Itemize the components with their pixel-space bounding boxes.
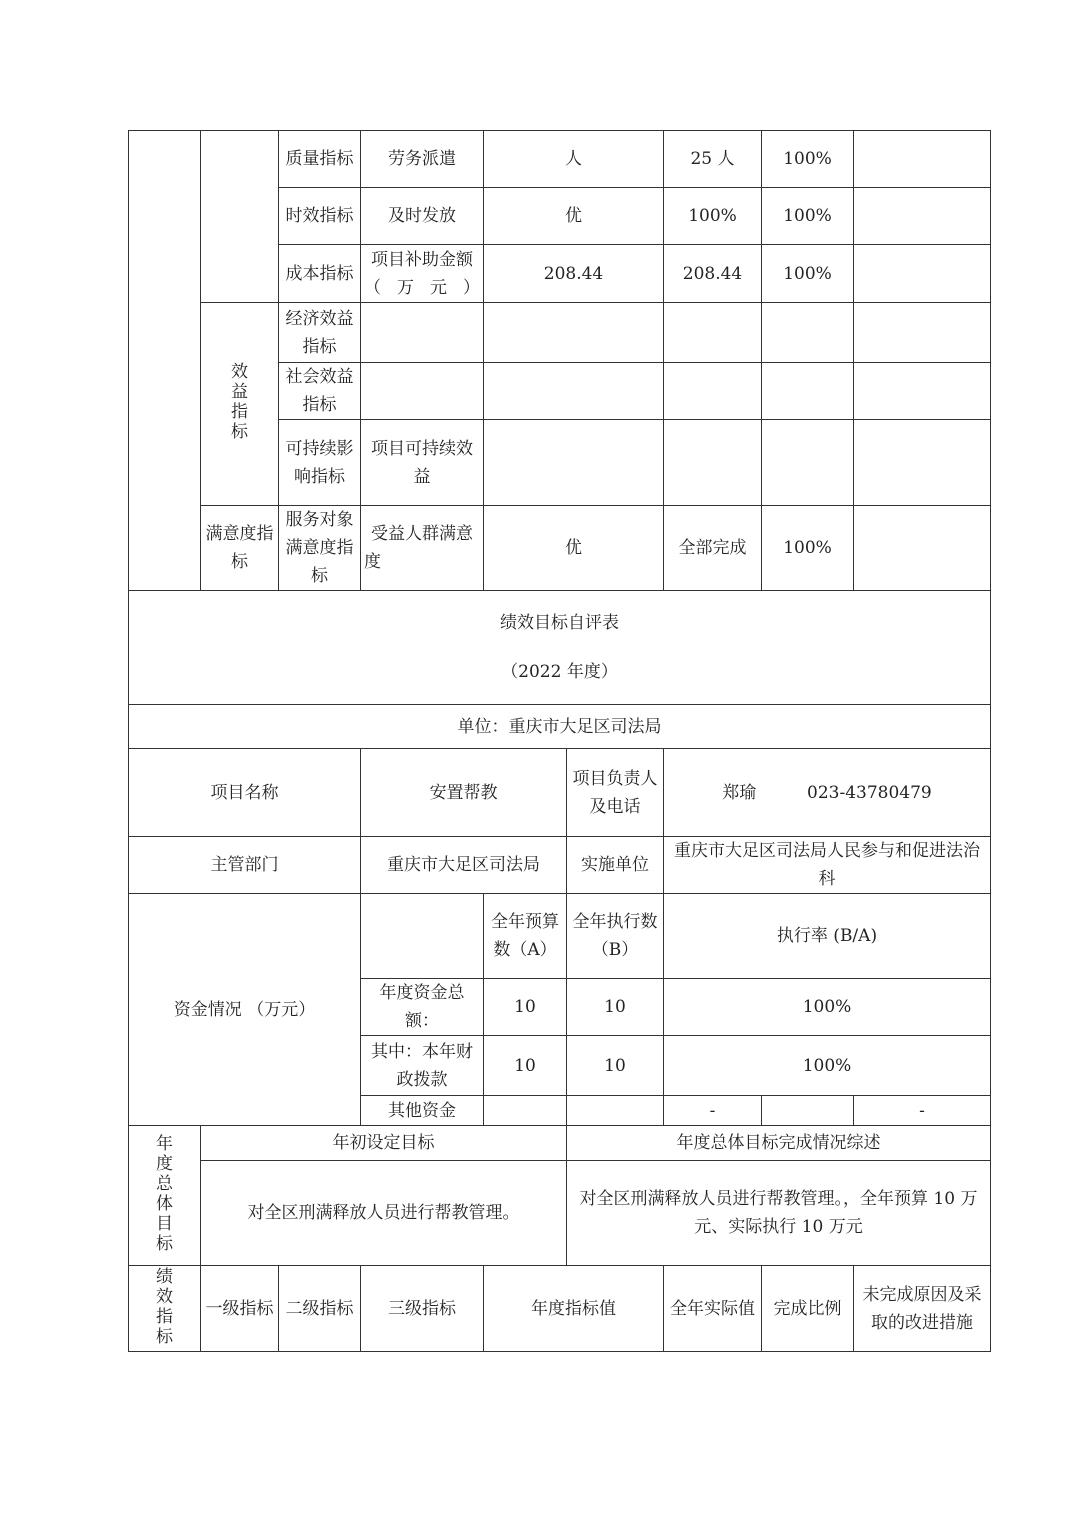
blank-cell — [361, 894, 484, 979]
initial-goal-text: 对全区刑满释放人员进行帮教管理。 — [201, 1161, 567, 1266]
funds-budget: 10 — [484, 1036, 567, 1096]
project-name: 安置帮教 — [361, 749, 567, 837]
level2-cell: 时效指标 — [279, 188, 361, 245]
level2-header: 二级指标 — [279, 1266, 361, 1352]
actual-cell: 208.44 — [664, 245, 762, 303]
level1-cell: 满意度指标 — [201, 506, 279, 591]
table-row — [129, 705, 991, 749]
funds-label: 资金情况 （万元） — [129, 894, 361, 1126]
blank-cell — [762, 420, 854, 506]
table-row — [129, 506, 991, 591]
summary-header: 年度总体目标完成情况综述 — [567, 1126, 991, 1161]
col-rate-header: 执行率 (B/A) — [664, 894, 991, 979]
indicator-group-cell: 绩效指标 — [129, 1266, 201, 1352]
level3-header: 三级指标 — [361, 1266, 484, 1352]
impl-unit: 重庆市大足区司法局人民参与和促进法治科 — [664, 837, 991, 894]
level3-cell: 项目可持续效益 — [361, 420, 484, 506]
actual-cell: 全部完成 — [664, 506, 762, 591]
summary-text: 对全区刑满释放人员进行帮教管理。，全年预算 10 万元、实际执行 10 万元 — [567, 1161, 991, 1266]
project-name-label: 项目名称 — [129, 749, 361, 837]
funds-exec: 10 — [567, 1036, 664, 1096]
note-cell — [854, 506, 991, 591]
target-cell: 人 — [484, 131, 664, 188]
col-exec-header: 全年执行数（B） — [567, 894, 664, 979]
blank-cell — [854, 420, 991, 506]
impl-label: 实施单位 — [567, 837, 664, 894]
target-cell: 优 — [484, 188, 664, 245]
funds-rate: 100% — [664, 979, 991, 1036]
initial-goal-header: 年初设定目标 — [201, 1126, 567, 1161]
blank-cell — [762, 303, 854, 363]
table-row — [129, 1126, 991, 1161]
table-row — [129, 303, 991, 363]
contact-label: 项目负责人及电话 — [567, 749, 664, 837]
contact-phone: 023-43780479 — [807, 782, 932, 803]
note-cell — [854, 245, 991, 303]
blank-cell — [484, 303, 664, 363]
blank-cell — [664, 420, 762, 506]
table-row — [129, 837, 991, 894]
blank-cell — [664, 303, 762, 363]
ratio-cell: 100% — [762, 245, 854, 303]
level2-cell: 可持续影响指标 — [279, 420, 361, 506]
level3-cell: 受益人群满意度 — [361, 506, 484, 591]
contact-cell — [664, 749, 991, 837]
target-cell: 208.44 — [484, 245, 664, 303]
reason-header: 未完成原因及采取的改进措施 — [854, 1266, 991, 1352]
level2-cell: 成本指标 — [279, 245, 361, 303]
table-row — [129, 749, 991, 837]
table-row — [129, 131, 991, 188]
actual-header: 全年实际值 — [664, 1266, 762, 1352]
level2-cell: 社会效益指标 — [279, 363, 361, 420]
performance-table — [128, 130, 991, 1352]
funds-row-label: 年度资金总额： — [361, 979, 484, 1036]
level2-cell: 服务对象满意度指标 — [279, 506, 361, 591]
level3-cell — [361, 363, 484, 420]
funds-row-label: 其中：本年财政拨款 — [361, 1036, 484, 1096]
dept-value: 重庆市大足区司法局 — [361, 837, 567, 894]
funds-exec: 10 — [567, 979, 664, 1036]
ratio-cell: 100% — [762, 506, 854, 591]
page-title: 绩效目标自评表 — [500, 613, 619, 633]
blank-cell — [129, 131, 201, 591]
funds-budget: 10 — [484, 979, 567, 1036]
year-subtitle: （2022 年度） — [501, 662, 618, 682]
actual-cell: 100% — [664, 188, 762, 245]
col-budget-header: 全年预算数（A） — [484, 894, 567, 979]
blank-cell — [201, 131, 279, 303]
funds-rate: - — [664, 1096, 762, 1126]
level1-header: 一级指标 — [201, 1266, 279, 1352]
blank-cell — [762, 363, 854, 420]
level3-cell: 劳务派遣 — [361, 131, 484, 188]
funds-rate — [762, 1096, 854, 1126]
blank-cell — [484, 363, 664, 420]
goal-group-cell: 年度总体目标 — [129, 1126, 201, 1266]
dept-label: 主管部门 — [129, 837, 361, 894]
funds-rate: - — [854, 1096, 991, 1126]
ratio-cell: 100% — [762, 188, 854, 245]
blank-cell — [484, 420, 664, 506]
unit-label: 单位：重庆市大足区司法局 — [129, 705, 991, 749]
level3-cell — [361, 303, 484, 363]
table-row — [129, 894, 991, 979]
ratio-cell: 100% — [762, 131, 854, 188]
title-cell — [129, 591, 991, 705]
funds-rate: 100% — [664, 1036, 991, 1096]
table-row — [129, 1161, 991, 1266]
target-cell: 优 — [484, 506, 664, 591]
table-row — [129, 591, 991, 705]
contact-name: 郑瑜 — [722, 782, 757, 803]
blank-cell — [664, 363, 762, 420]
level3-cell: 及时发放 — [361, 188, 484, 245]
note-cell — [854, 188, 991, 245]
blank-cell — [854, 363, 991, 420]
benefit-group-cell: 效益指标 — [201, 303, 279, 506]
funds-budget — [484, 1096, 567, 1126]
actual-cell: 25 人 — [664, 131, 762, 188]
note-cell — [854, 131, 991, 188]
level2-cell: 质量指标 — [279, 131, 361, 188]
blank-cell — [854, 303, 991, 363]
table-row — [129, 1266, 991, 1352]
funds-row-label: 其他资金 — [361, 1096, 484, 1126]
funds-exec — [567, 1096, 664, 1126]
target-header: 年度指标值 — [484, 1266, 664, 1352]
ratio-header: 完成比例 — [762, 1266, 854, 1352]
level3-cell: 项目补助金额（万元） — [361, 245, 484, 303]
level2-cell: 经济效益指标 — [279, 303, 361, 363]
